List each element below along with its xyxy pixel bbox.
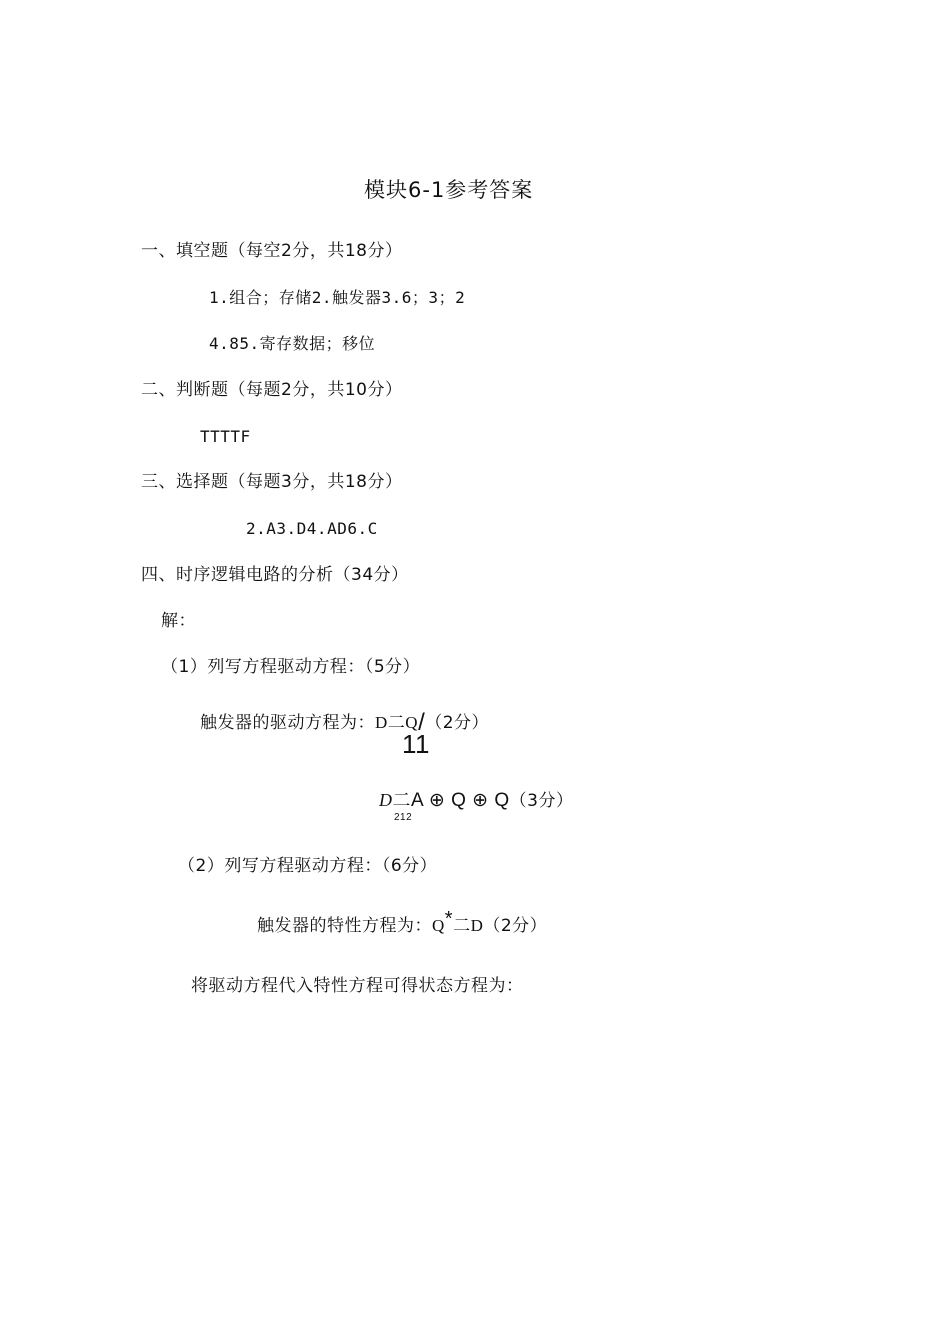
eq1-lhs: D (375, 713, 388, 732)
section-1-line-2: 4.85.寄存数据；移位 (209, 334, 376, 353)
eq1-subscripts: 11 (402, 729, 430, 759)
eq3-equals: 二 (453, 916, 471, 936)
section-1-heading: 一、填空题（每空2分，共18分） (141, 241, 403, 261)
driving-equation-2 (379, 789, 573, 812)
eq3-d: D (470, 916, 484, 935)
eq1-slash: / (418, 709, 426, 736)
eq2-equals: 二 (392, 790, 411, 811)
section-1-line-1: 1.组合；存储2.触发器3.6；3；2 (209, 288, 466, 307)
step-2-heading: （2）列写方程驱动方程：（6分） (178, 856, 438, 876)
section-2-answer: TTTTF (200, 427, 251, 446)
eq3-star: * (444, 908, 454, 930)
section-3-heading: 三、选择题（每题3分，共18分） (141, 472, 403, 492)
section-4-heading: 四、时序逻辑电路的分析（34分） (141, 565, 409, 585)
step-1-heading: （1）列写方程驱动方程：（5分） (161, 657, 421, 677)
eq3-score: （2分） (483, 916, 548, 936)
eq2-lhs: D (379, 790, 393, 810)
eq2-score: （3分） (509, 791, 574, 811)
eq1-rhs: Q (405, 713, 419, 732)
section-3-answer: 2.A3.D4.AD6.C (246, 519, 378, 538)
eq1-score: （2分） (425, 713, 490, 733)
driving-equation-1 (200, 710, 489, 734)
section-2-heading: 二、判断题（每题2分，共10分） (141, 380, 403, 400)
solution-label: 解： (161, 611, 196, 631)
eq1-equals: 二 (387, 713, 406, 733)
step-3-text: 将驱动方程代入特性方程可得状态方程为： (191, 976, 524, 996)
eq2-subscripts: 212 (394, 812, 413, 823)
eq3-q: Q (432, 916, 445, 935)
characteristic-equation (257, 908, 548, 937)
eq2-rhs: A ⊕ Q ⊕ Q (411, 790, 510, 811)
driving-equation-prefix: 触发器的驱动方程为： (200, 713, 375, 733)
page-title: 模块6-1参考答案 (364, 178, 534, 202)
characteristic-equation-prefix: 触发器的特性方程为： (257, 916, 432, 936)
